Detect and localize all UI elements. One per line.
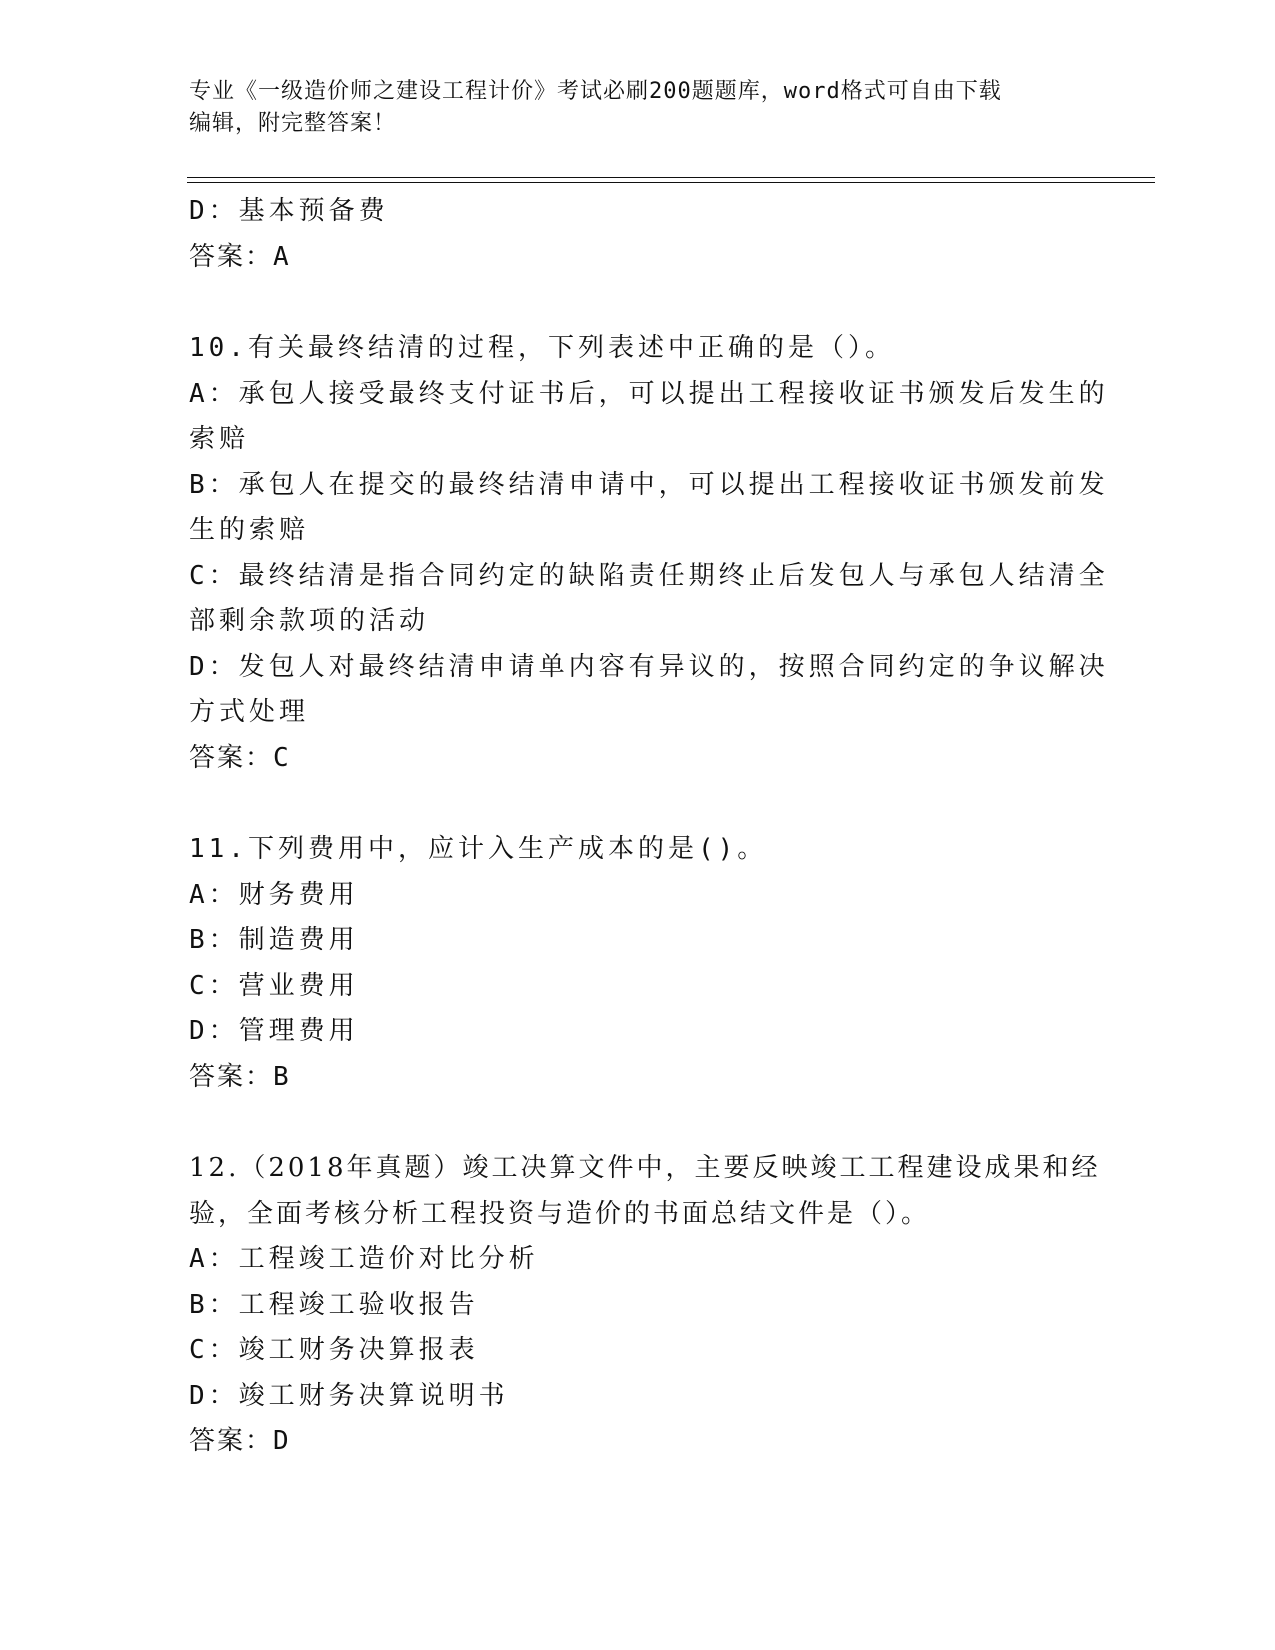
question-stem-line-2: 验，全面考核分析工程投资与造价的书面总结文件是（）。 xyxy=(189,1198,931,1229)
option-c: C：竣工财务决算报表 xyxy=(189,1335,479,1365)
answer-value: B xyxy=(273,1061,291,1092)
option-a: A：工程竣工造价对比分析 xyxy=(189,1244,539,1274)
question-block xyxy=(189,1146,1101,1465)
answer-value: A xyxy=(273,241,291,272)
option-d-line-2: 方式处理 xyxy=(189,697,310,727)
header-title-line-2: 编辑，附完整答案！ xyxy=(189,111,397,136)
question-block xyxy=(189,827,1089,1100)
question-block xyxy=(189,326,1109,781)
option-a-line-1: A：承包人接受最终支付证书后，可以提出工程接收证书颁发后发生的 xyxy=(189,378,1109,409)
question-stem-line-1: 12.（2018年真题）竣工决算文件中，主要反映竣工工程建设成果和经 xyxy=(189,1153,1101,1183)
answer-value: C xyxy=(273,742,291,773)
option-d: D：管理费用 xyxy=(189,1016,359,1046)
answer-label: 答案： xyxy=(189,1426,274,1456)
answer-value: D xyxy=(273,1426,291,1456)
option-b: B：制造费用 xyxy=(189,925,359,955)
answer-label: 答案： xyxy=(189,1061,274,1092)
option-b-line-2: 生的索赔 xyxy=(189,515,310,545)
spacer xyxy=(189,280,1089,326)
answer xyxy=(189,1055,1089,1101)
option-c-line-1: C：最终结清是指合同约定的缺陷责任期终止后发包人与承包人结清全 xyxy=(189,560,1109,591)
option-c: C：营业费用 xyxy=(189,970,359,1001)
page-header xyxy=(189,76,1089,140)
answer-label: 答案： xyxy=(189,742,274,773)
option-a: A：财务费用 xyxy=(189,879,359,910)
question-list xyxy=(189,189,1109,1465)
header-title-line-1: 专业《一级造价师之建设工程计价》考试必刷200题题库，word格式可自由下载 xyxy=(189,79,1002,104)
option-a-line-2: 索赔 xyxy=(189,424,250,454)
prev-answer xyxy=(189,235,1089,281)
question-stem: 11.下列费用中，应计入生产成本的是()。 xyxy=(189,834,768,864)
answer xyxy=(189,736,1089,782)
header-divider-top xyxy=(187,177,1155,178)
prev-option-d: D：基本预备费 xyxy=(189,196,389,226)
spacer xyxy=(189,781,1089,827)
spacer xyxy=(189,1100,1089,1146)
option-d: D：竣工财务决算说明书 xyxy=(189,1380,509,1411)
question-stem: 10.有关最终结清的过程，下列表述中正确的是（）。 xyxy=(189,333,895,363)
header-divider-bottom xyxy=(187,182,1155,183)
answer xyxy=(189,1419,1089,1465)
option-b: B：工程竣工验收报告 xyxy=(189,1289,479,1320)
answer-label: 答案： xyxy=(189,241,274,272)
option-d-line-1: D：发包人对最终结清申请单内容有异议的，按照合同约定的争议解决 xyxy=(189,651,1109,682)
option-c-line-2: 部剩余款项的活动 xyxy=(189,606,430,636)
option-b-line-1: B：承包人在提交的最终结清申请中，可以提出工程接收证书颁发前发 xyxy=(189,469,1109,500)
